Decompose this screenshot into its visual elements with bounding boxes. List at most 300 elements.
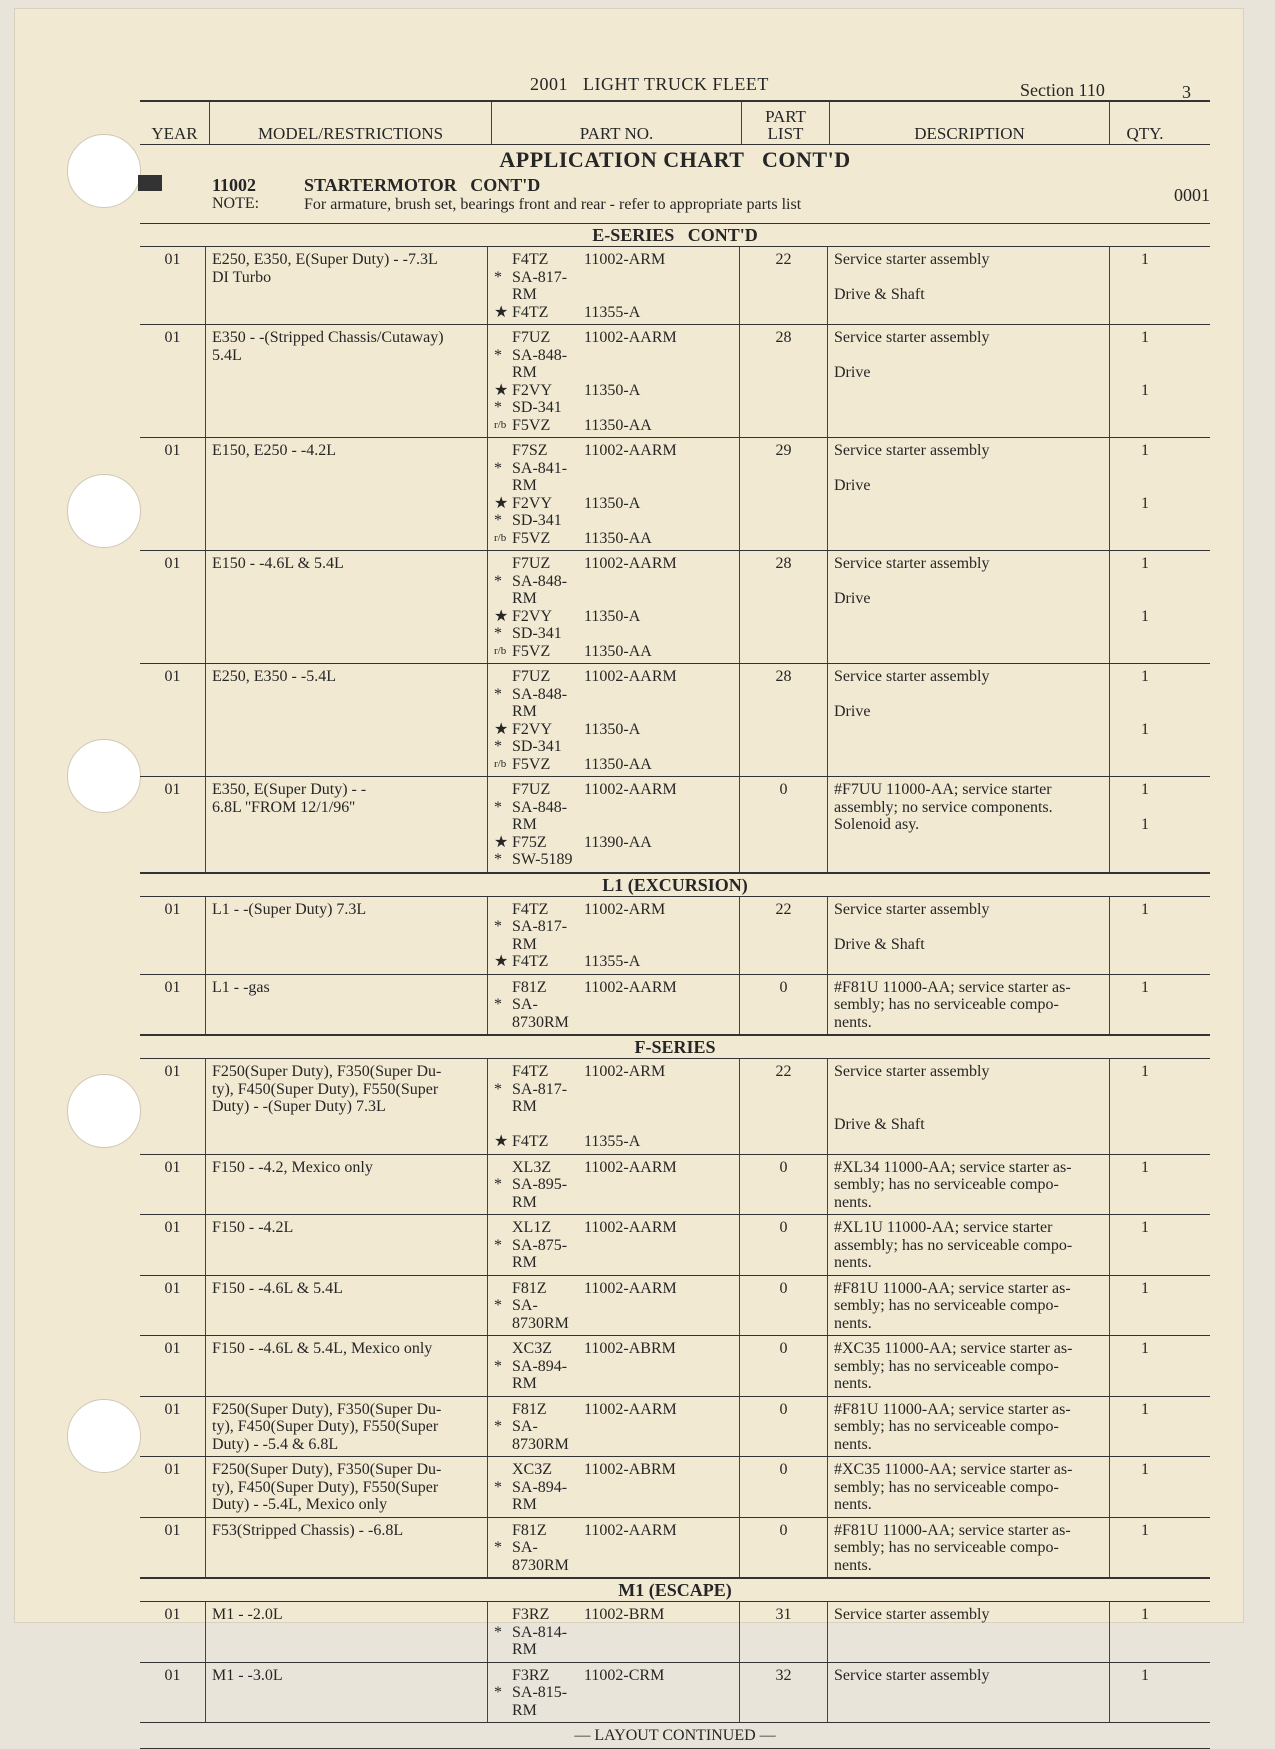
part-symbol <box>494 1667 512 1685</box>
description-line: Service starter assembly <box>834 442 990 459</box>
description-line <box>834 608 1103 626</box>
year-cell: 01 <box>140 1155 206 1215</box>
description-cell <box>828 897 1110 974</box>
part-prefix: SA-8730RM <box>512 1418 569 1453</box>
description-line: nents. <box>834 1254 872 1271</box>
part-line <box>494 1159 733 1177</box>
qty-cell <box>1110 1059 1180 1154</box>
description-cell <box>828 1602 1110 1662</box>
description-line: #F81U 11000-AA; service starter as- <box>834 978 1071 996</box>
description-line <box>834 399 1103 417</box>
part-number-cell <box>488 1457 740 1517</box>
model-cell: F150 - -4.6L & 5.4L <box>206 1276 488 1336</box>
part-prefix: F4TZ <box>512 1133 549 1150</box>
description-line <box>834 512 1103 530</box>
description-line: #XC35 11000-AA; service starter as- <box>834 1340 1073 1357</box>
part-symbol: * <box>494 399 502 416</box>
part-line <box>494 781 733 799</box>
description-cell <box>828 1215 1110 1275</box>
description-cell <box>828 1663 1110 1723</box>
part-suffix: 11002-AARM <box>584 1400 677 1418</box>
part-line <box>494 1624 733 1659</box>
description-line <box>834 721 1103 739</box>
part-prefix: F7UZ <box>512 555 551 572</box>
part-symbol: ★ <box>494 833 509 851</box>
description-line: Service starter assembly <box>834 251 990 268</box>
qty-cell <box>1110 325 1180 437</box>
part-list-cell: 28 <box>740 325 828 437</box>
part-list-cell: 0 <box>740 1276 828 1336</box>
part-line <box>494 799 733 834</box>
part-suffix: 11002-ARM <box>584 251 666 268</box>
qty-line <box>1116 738 1174 756</box>
part-prefix: F4TZ <box>512 953 549 970</box>
part-prefix: SA-8730RM <box>512 1539 569 1574</box>
qty-line: 1 <box>1141 442 1149 459</box>
part-suffix: 11350-A <box>584 607 641 625</box>
description-line <box>834 686 1103 704</box>
part-number-cell <box>488 1602 740 1662</box>
part-symbol: * <box>494 918 502 935</box>
part-prefix: F3RZ <box>512 1606 550 1623</box>
part-number-cell <box>488 777 740 872</box>
description-line: #F81U 11000-AA; service starter as- <box>834 1400 1071 1418</box>
part-symbol: * <box>494 1539 502 1556</box>
part-list-cell: 22 <box>740 247 828 324</box>
part-line <box>494 1133 733 1151</box>
description-line: nents. <box>834 1314 872 1332</box>
part-symbol: * <box>494 851 502 868</box>
year-cell: 01 <box>140 1663 206 1723</box>
description-line: Drive & Shaft <box>834 935 925 953</box>
table-row <box>140 777 1210 873</box>
section-title: F-SERIES <box>140 1035 1210 1059</box>
table-row <box>140 247 1210 325</box>
qty-cell <box>1110 551 1180 663</box>
part-prefix: F2VY <box>512 381 553 399</box>
page-title: 2001 LIGHT TRUCK FLEET <box>530 74 769 94</box>
description-line <box>834 1684 1103 1702</box>
part-list-cell: 32 <box>740 1663 828 1723</box>
note-label: NOTE: <box>212 195 260 212</box>
part-prefix: SA-895-RM <box>512 1176 568 1211</box>
part-list-cell: 0 <box>740 1518 828 1578</box>
qty-line: 1 <box>1141 1461 1149 1478</box>
part-list-cell: 31 <box>740 1602 828 1662</box>
qty-line <box>1116 477 1174 495</box>
qty-cell <box>1110 777 1180 872</box>
table-row <box>140 897 1210 975</box>
description-line: nents. <box>834 1375 872 1392</box>
item-code: 11002 <box>212 175 257 195</box>
col-qty: QTY. <box>1126 124 1164 143</box>
part-suffix: 11355-A <box>584 953 641 970</box>
part-symbol: * <box>494 1297 502 1314</box>
description-line: #XC35 11000-AA; service starter as- <box>834 1461 1073 1478</box>
qty-cell <box>1110 1276 1180 1336</box>
qty-line <box>1116 1315 1174 1333</box>
description-line: Drive <box>834 703 871 720</box>
description-line: sembly; has no serviceable compo- <box>834 1176 1059 1193</box>
part-symbol: r/b <box>494 757 507 770</box>
qty-line <box>1116 1375 1174 1393</box>
qty-cell <box>1110 1602 1180 1662</box>
qty-line <box>1116 347 1174 365</box>
part-suffix: 11355-A <box>584 1133 641 1150</box>
description-cell <box>828 1155 1110 1215</box>
part-number-cell <box>488 1059 740 1154</box>
part-line <box>494 1063 733 1081</box>
part-line <box>494 1667 733 1685</box>
qty-line <box>1116 1254 1174 1272</box>
part-symbol <box>494 1219 512 1237</box>
item-qty-code: 0001 <box>1174 185 1210 205</box>
qty-line: 1 <box>1141 607 1149 625</box>
qty-cell <box>1110 438 1180 550</box>
part-number-cell <box>488 551 740 663</box>
part-line <box>494 851 733 869</box>
part-line <box>494 1539 733 1574</box>
part-suffix: 11350-AA <box>584 416 652 434</box>
part-prefix: SD-341 <box>512 738 562 755</box>
part-line <box>494 686 733 721</box>
part-prefix: SA-848-RM <box>512 572 568 607</box>
part-prefix: F75Z <box>512 833 547 851</box>
part-list-cell: 0 <box>740 1336 828 1396</box>
part-symbol: * <box>494 459 502 477</box>
part-prefix: F5VZ <box>512 416 551 434</box>
qty-line <box>1116 1081 1174 1099</box>
part-symbol <box>494 1063 512 1081</box>
part-list-cell: 0 <box>740 975 828 1035</box>
part-symbol: * <box>494 1176 502 1193</box>
description-cell <box>828 664 1110 776</box>
table-row <box>140 1215 1210 1276</box>
description-line <box>834 269 1103 287</box>
qty-line <box>1116 703 1174 721</box>
description-cell <box>828 325 1110 437</box>
part-list-cell: 22 <box>740 897 828 974</box>
year-cell: 01 <box>140 1336 206 1396</box>
description-line: Service starter assembly <box>834 1666 990 1684</box>
year-cell: 01 <box>140 325 206 437</box>
description-line: Drive <box>834 477 871 494</box>
part-prefix: SD-341 <box>512 625 562 642</box>
qty-line <box>1116 625 1174 643</box>
year-cell: 01 <box>140 664 206 776</box>
qty-line <box>1116 1237 1174 1255</box>
part-symbol: * <box>494 996 502 1013</box>
part-suffix: 11002-AARM <box>584 442 677 459</box>
part-number-cell <box>488 664 740 776</box>
part-line <box>494 347 733 382</box>
part-prefix: F81Z <box>512 1400 547 1418</box>
qty-line <box>1116 286 1174 304</box>
description-line: sembly; has no serviceable compo- <box>834 1357 1059 1375</box>
model-cell: E350 - -(Stripped Chassis/Cutaway) 5.4L <box>206 325 488 437</box>
part-prefix: SA-875-RM <box>512 1236 568 1271</box>
part-suffix: 11002-AARM <box>584 1158 677 1176</box>
qty-line <box>1116 936 1174 954</box>
part-symbol: * <box>494 1684 502 1701</box>
qty-line <box>1116 512 1174 530</box>
part-number-cell <box>488 1397 740 1457</box>
model-cell: E250, E350 - -5.4L <box>206 664 488 776</box>
table-row <box>140 1336 1210 1397</box>
part-symbol: * <box>494 1236 502 1254</box>
part-suffix: 11002-ARM <box>584 900 666 918</box>
part-line <box>494 417 733 435</box>
part-prefix: SA-894-RM <box>512 1478 568 1513</box>
model-cell: F150 - -4.2L <box>206 1215 488 1275</box>
qty-line <box>1116 918 1174 936</box>
part-prefix: F7UZ <box>512 329 551 346</box>
year-cell: 01 <box>140 247 206 324</box>
table-row <box>140 1663 1210 1724</box>
part-suffix: 11355-A <box>584 303 641 321</box>
qty-line <box>1116 364 1174 382</box>
part-line <box>494 918 733 953</box>
part-prefix: SW-5189 <box>512 851 573 868</box>
section-title: M1 (ESCAPE) <box>140 1578 1210 1602</box>
table-row <box>140 551 1210 664</box>
part-symbol: r/b <box>494 418 507 431</box>
part-line <box>494 382 733 400</box>
col-year: YEAR <box>140 102 210 144</box>
part-suffix: 11002-AARM <box>584 329 677 346</box>
description-cell <box>828 247 1110 324</box>
qty-line <box>1116 1014 1174 1032</box>
part-prefix: F3RZ <box>512 1666 550 1684</box>
part-line <box>494 1219 733 1237</box>
description-line: sembly; has no serviceable compo- <box>834 1418 1059 1435</box>
qty-line: 1 <box>1141 668 1149 685</box>
description-cell <box>828 438 1110 550</box>
part-suffix: 11002-AARM <box>584 555 677 572</box>
part-symbol: * <box>494 685 502 703</box>
description-line: sembly; has no serviceable compo- <box>834 1297 1059 1314</box>
description-line: sembly; has no serviceable compo- <box>834 1539 1059 1556</box>
part-line <box>494 996 733 1031</box>
qty-line <box>1116 1436 1174 1454</box>
part-line <box>494 1606 733 1624</box>
description-line: nents. <box>834 1496 872 1513</box>
part-line <box>494 1401 733 1419</box>
binder-hole <box>67 739 141 813</box>
column-header-row <box>140 100 1210 145</box>
part-number-cell <box>488 325 740 437</box>
description-line: #XL34 11000-AA; service starter as- <box>834 1158 1072 1176</box>
part-list-cell: 28 <box>740 551 828 663</box>
year-cell: 01 <box>140 1602 206 1662</box>
part-suffix: 11002-ABRM <box>584 1461 676 1478</box>
part-number-cell <box>488 897 740 974</box>
part-number-cell <box>488 1663 740 1723</box>
part-symbol: * <box>494 1357 502 1375</box>
part-prefix: F2VY <box>512 607 553 625</box>
qty-line: 1 <box>1141 381 1149 399</box>
part-symbol: * <box>494 346 502 364</box>
qty-line: 1 <box>1141 555 1149 572</box>
table-row <box>140 1276 1210 1337</box>
binder-hole <box>67 1074 141 1148</box>
part-symbol: r/b <box>494 531 507 544</box>
qty-cell <box>1110 1663 1180 1723</box>
section-title: E-SERIES CONT'D <box>140 223 1210 247</box>
part-suffix: 11002-AARM <box>584 1219 677 1236</box>
part-prefix: SA-817-RM <box>512 268 568 303</box>
year-cell: 01 <box>140 1059 206 1154</box>
part-line <box>494 530 733 548</box>
description-line: #F7UU 11000-AA; service starter <box>834 781 1052 798</box>
qty-line <box>1116 686 1174 704</box>
part-line <box>494 495 733 513</box>
table-row <box>140 1397 1210 1458</box>
part-line <box>494 399 733 417</box>
description-line <box>834 573 1103 591</box>
part-line <box>494 668 733 686</box>
qty-line: 1 <box>1141 1606 1149 1623</box>
qty-line <box>1116 1684 1174 1702</box>
qty-line <box>1116 1194 1174 1212</box>
part-prefix: F7SZ <box>512 442 548 459</box>
qty-line <box>1116 1479 1174 1497</box>
part-prefix: SA-8730RM <box>512 996 569 1031</box>
part-line <box>494 442 733 460</box>
qty-line <box>1116 460 1174 478</box>
description-cell <box>828 1336 1110 1396</box>
table-row <box>140 1059 1210 1155</box>
qty-line <box>1116 269 1174 287</box>
table-row <box>140 1457 1210 1518</box>
part-symbol <box>494 442 512 460</box>
part-suffix: 11002-ARM <box>584 1063 666 1080</box>
qty-line: 1 <box>1141 251 1149 268</box>
qty-cell <box>1110 1336 1180 1396</box>
part-prefix: XC3Z <box>512 1340 552 1357</box>
qty-line: 1 <box>1141 900 1149 918</box>
description-line <box>834 495 1103 513</box>
qty-cell <box>1110 897 1180 974</box>
part-symbol: ★ <box>494 1133 509 1150</box>
part-line <box>494 1280 733 1298</box>
description-cell <box>828 1457 1110 1517</box>
model-cell: E350, E(Super Duty) - - 6.8L ''FROM 12/1/96'' <box>206 777 488 872</box>
part-line <box>494 756 733 774</box>
description-line: Service starter assembly <box>834 668 990 685</box>
qty-line: 1 <box>1141 1666 1149 1684</box>
part-list-cell: 0 <box>740 777 828 872</box>
part-prefix: SD-341 <box>512 399 562 416</box>
part-prefix: F4TZ <box>512 1063 549 1080</box>
year-cell: 01 <box>140 897 206 974</box>
year-cell: 01 <box>140 1276 206 1336</box>
part-symbol: ★ <box>494 607 509 625</box>
part-line <box>494 979 733 997</box>
part-symbol: ★ <box>494 720 509 738</box>
qty-line: 1 <box>1141 978 1149 996</box>
part-prefix: F2VY <box>512 494 553 512</box>
part-line <box>494 1479 733 1514</box>
part-suffix: 11350-A <box>584 720 641 738</box>
part-symbol <box>494 1159 512 1177</box>
part-symbol: ★ <box>494 303 509 321</box>
part-number-cell <box>488 1336 740 1396</box>
part-line <box>494 1237 733 1272</box>
part-prefix: F7UZ <box>512 781 551 798</box>
model-cell: E150 - -4.6L & 5.4L <box>206 551 488 663</box>
description-line <box>834 1624 1103 1642</box>
part-suffix: 11002-AARM <box>584 978 677 996</box>
part-prefix: F4TZ <box>512 900 549 918</box>
description-line: nents. <box>834 1013 872 1031</box>
col-part-list: PART LIST <box>742 102 830 144</box>
description-line: Service starter assembly <box>834 1063 990 1080</box>
year-cell: 01 <box>140 777 206 872</box>
part-number-cell <box>488 1215 740 1275</box>
col-description: DESCRIPTION <box>830 102 1110 144</box>
part-line <box>494 304 733 322</box>
part-number-cell <box>488 1155 740 1215</box>
description-line: assembly; has no serviceable compo- <box>834 1236 1073 1254</box>
description-line: Service starter assembly <box>834 555 990 572</box>
description-cell <box>828 551 1110 663</box>
year-cell: 01 <box>140 438 206 550</box>
part-prefix: SA-848-RM <box>512 685 568 720</box>
qty-line <box>1116 1539 1174 1557</box>
description-line: Service starter assembly <box>834 900 990 918</box>
part-suffix: 11390-AA <box>584 833 652 851</box>
part-prefix: F5VZ <box>512 755 551 773</box>
qty-line: 1 <box>1141 1219 1149 1236</box>
part-prefix: F81Z <box>512 978 547 996</box>
part-suffix: 11002-CRM <box>584 1666 665 1684</box>
part-list-cell: 0 <box>740 1155 828 1215</box>
description-line: sembly; has no serviceable compo- <box>834 996 1059 1013</box>
part-line <box>494 721 733 739</box>
description-line: Drive & Shaft <box>834 1115 925 1133</box>
qty-line <box>1116 799 1174 817</box>
part-suffix: 11002-AARM <box>584 668 677 685</box>
year-cell: 01 <box>140 1457 206 1517</box>
description-line <box>834 918 1103 936</box>
col-model: MODEL/RESTRICTIONS <box>210 102 492 144</box>
description-cell <box>828 1059 1110 1154</box>
part-list-cell: 29 <box>740 438 828 550</box>
qty-line: 1 <box>1141 781 1149 798</box>
qty-line: 1 <box>1141 494 1149 512</box>
binder-hole <box>67 134 141 208</box>
qty-line <box>1116 996 1174 1014</box>
table-row <box>140 438 1210 551</box>
description-cell <box>828 1276 1110 1336</box>
description-line: sembly; has no serviceable compo- <box>834 1478 1059 1496</box>
qty-line: 1 <box>1141 1158 1149 1176</box>
part-line <box>494 269 733 304</box>
model-cell: F250(Super Duty), F350(Super Du- ty), F450(Super Duty), F550(Super Duty) - -(Super Duty) 7.3L <box>206 1059 488 1154</box>
model-cell: L1 - -gas <box>206 975 488 1035</box>
part-list-cell: 0 <box>740 1457 828 1517</box>
part-symbol: * <box>494 625 502 642</box>
part-prefix: XC3Z <box>512 1461 552 1478</box>
part-line <box>494 1461 733 1479</box>
description-line <box>834 1098 1103 1116</box>
description-line: assembly; no service components. <box>834 798 1053 816</box>
description-line: Drive <box>834 364 871 381</box>
description-cell <box>828 1397 1110 1457</box>
part-symbol: * <box>494 1478 502 1496</box>
part-symbol <box>494 251 512 269</box>
